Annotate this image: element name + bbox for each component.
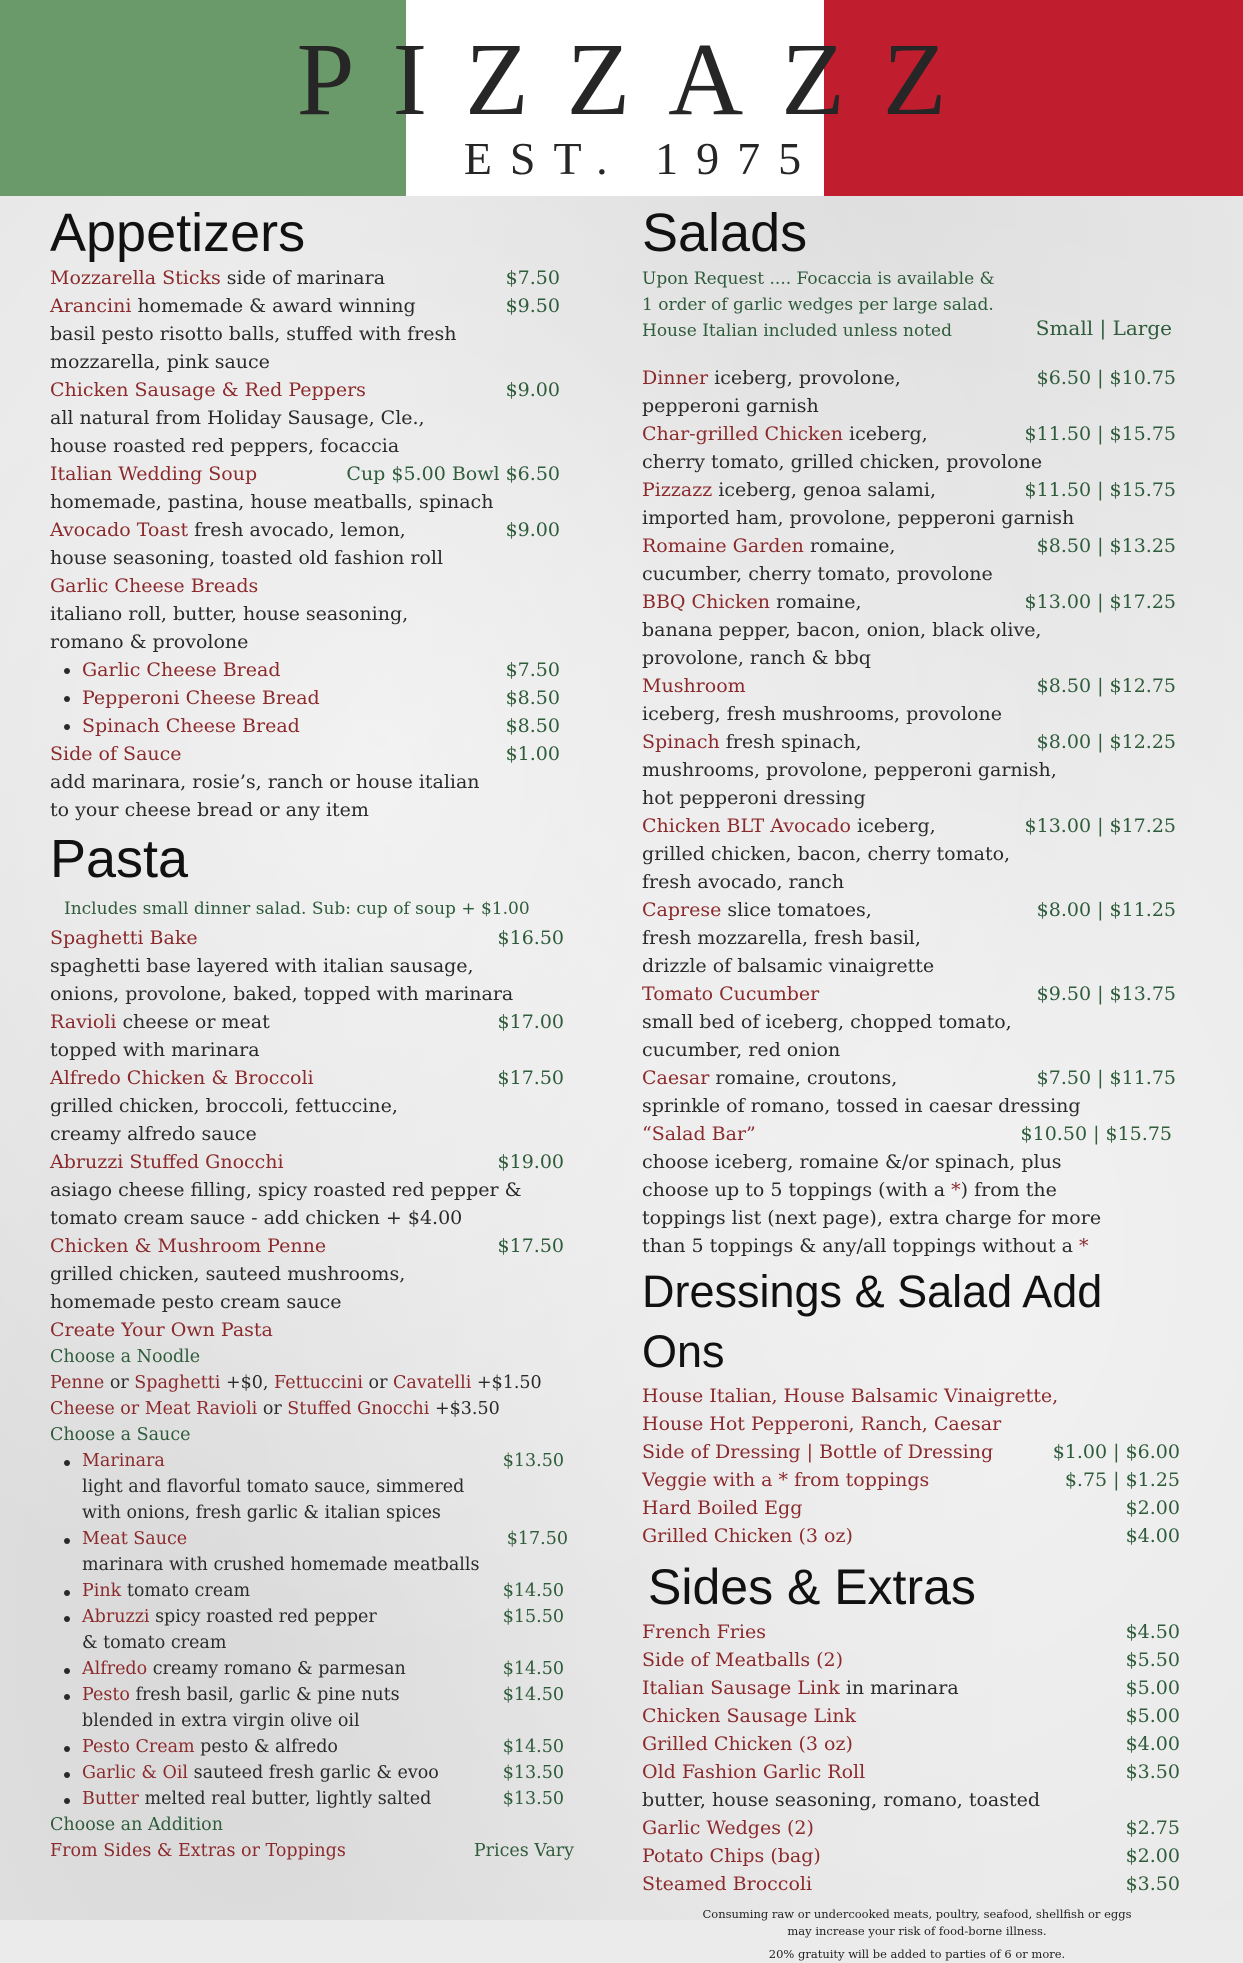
right-column (642, 200, 1192, 1963)
item-price: $14.50 (502, 1737, 564, 1757)
menu-item (642, 1466, 1192, 1494)
item-name: Spaghetti Bake (50, 927, 198, 949)
item-desc: light and flavorful tomato sauce, simmered (82, 1477, 465, 1497)
menu-item (642, 1522, 1192, 1550)
item-price: $14.50 (502, 1581, 564, 1601)
item-price: $9.00 (505, 519, 560, 541)
salads-note: House Italian included unless noted (642, 321, 952, 341)
established-year: EST. 1975 (463, 133, 820, 184)
choose-noodle-label: Choose a Noodle (50, 1347, 201, 1367)
list-item (50, 684, 570, 712)
noodle-name: Cavatelli (393, 1373, 472, 1393)
item-desc: cherry tomato, grilled chicken, provolone (642, 451, 1043, 473)
item-price: $7.50 | $11.75 (1036, 1067, 1176, 1089)
item-desc: romano & provolone (50, 631, 249, 653)
item-price: $5.00 (1125, 1677, 1180, 1699)
item-desc: basil pesto risotto balls, stuffed with fresh (50, 323, 457, 345)
item-price: $13.00 | $17.25 (1024, 591, 1176, 613)
addition-source: From Sides & Extras or Toppings (50, 1841, 346, 1861)
item-desc: iceberg, (850, 815, 936, 837)
pasta-heading: Pasta (50, 829, 189, 889)
menu-item (50, 1232, 570, 1260)
item-price: $4.50 (1125, 1621, 1180, 1643)
item-desc: hot pepperoni dressing (642, 787, 866, 809)
sauce-item (50, 1656, 570, 1682)
item-name: Chicken BLT Avocado (642, 815, 851, 837)
item-name: Side of Dressing | Bottle of Dressing (642, 1441, 994, 1463)
menu-item (50, 1008, 570, 1036)
item-desc: & tomato cream (82, 1633, 227, 1653)
menu-item (642, 588, 1192, 616)
item-name: Romaine Garden (642, 535, 804, 557)
item-name: Pepperoni Cheese Bread (82, 687, 320, 709)
addition-price: Prices Vary (473, 1841, 574, 1861)
item-desc: cucumber, red onion (642, 1039, 841, 1061)
menu-item (642, 420, 1192, 448)
item-desc: sprinkle of romano, tossed in caesar dressing (642, 1095, 1081, 1117)
item-desc: asiago cheese filling, spicy roasted red pepper & (50, 1179, 522, 1201)
menu-item (642, 1064, 1192, 1092)
item-desc: iceberg, fresh mushrooms, provolone (642, 703, 1002, 725)
item-name: Garlic Cheese Bread (82, 659, 281, 681)
item-price: Cup $5.00 Bowl $6.50 (346, 463, 560, 485)
appetizers-heading: Appetizers (50, 203, 306, 263)
item-desc: all natural from Holiday Sausage, Cle., (50, 407, 425, 429)
item-name: Garlic Cheese Breads (50, 575, 259, 597)
item-name: Ravioli (50, 1011, 117, 1033)
menu-item (50, 516, 570, 544)
item-desc: side of marinara (220, 267, 386, 289)
item-price: $5.00 (1125, 1705, 1180, 1727)
pasta-note: Includes small dinner salad. Sub: cup of soup + $1.00 (64, 899, 530, 919)
item-desc: homemade pesto cream sauce (50, 1291, 342, 1313)
item-price: $11.50 | $15.75 (1024, 423, 1176, 445)
list-item (50, 712, 570, 740)
item-name: “Salad Bar” (642, 1123, 756, 1145)
menu-item (642, 728, 1192, 756)
item-desc: fresh mozzarella, fresh basil, (642, 927, 921, 949)
item-name: BBQ Chicken (642, 591, 771, 613)
item-price: $17.50 (497, 1235, 564, 1257)
menu-item (50, 376, 570, 404)
create-pasta-title: Create Your Own Pasta (50, 1319, 273, 1341)
item-desc: creamy romano & parmesan (147, 1659, 406, 1679)
menu-item (642, 1646, 1192, 1674)
item-price: $4.00 (1125, 1733, 1180, 1755)
item-name: Alfredo Chicken & Broccoli (50, 1067, 314, 1089)
item-desc: add marinara, rosie’s, ranch or house italian (50, 771, 480, 793)
health-warning: Consuming raw or undercooked meats, poultry, seafood, shellfish or eggs (702, 1907, 1132, 1921)
item-desc: pesto & alfredo (194, 1737, 338, 1757)
item-desc: italiano roll, butter, house seasoning, (50, 603, 409, 625)
menu-item (50, 264, 570, 292)
sauce-item (50, 1760, 570, 1786)
item-price: $1.00 (505, 743, 560, 765)
item-name: Side of Meatballs (2) (642, 1649, 844, 1671)
header-banner (0, 0, 1243, 196)
health-warning: may increase your risk of food-borne illness. (787, 1924, 1047, 1938)
noodle-text: or (362, 1373, 394, 1393)
item-name: Pink (82, 1581, 122, 1601)
sides-heading: Sides & Extras (648, 1559, 976, 1615)
item-price: $14.50 (502, 1685, 564, 1705)
dressings-heading: Dressings & Salad Add Ons (642, 1266, 1103, 1377)
item-desc: homemade & award winning (131, 295, 416, 317)
item-price: $10.50 | $15.75 (1020, 1123, 1172, 1145)
item-name: Abruzzi Stuffed Gnocchi (50, 1151, 284, 1173)
item-name: Grilled Chicken (3 oz) (642, 1733, 853, 1755)
item-price: $19.00 (497, 1151, 564, 1173)
menu-item (642, 980, 1192, 1008)
item-price: $4.00 (1125, 1525, 1180, 1547)
item-price: $11.50 | $15.75 (1024, 479, 1176, 501)
item-desc: grilled chicken, bacon, cherry tomato, (642, 843, 1011, 865)
menu-item (642, 1702, 1192, 1730)
menu-item (642, 476, 1192, 504)
noodle-options (50, 1396, 570, 1422)
gratuity-note: 20% gratuity will be added to parties of 6 or more. (768, 1947, 1066, 1961)
item-name: Grilled Chicken (3 oz) (642, 1525, 853, 1547)
asterisk-mark: * (951, 1179, 961, 1201)
item-desc (642, 1176, 1192, 1204)
item-desc: homemade, pastina, house meatballs, spinach (50, 491, 494, 513)
item-name: Pesto (82, 1685, 130, 1705)
menu-item (50, 740, 570, 768)
addition-row (50, 1838, 574, 1864)
item-price: $15.50 (502, 1607, 564, 1627)
item-name: Side of Sauce (50, 743, 182, 765)
sauce-item (50, 1682, 570, 1708)
item-desc-part: ) from the (960, 1179, 1057, 1201)
salads-note: Upon Request .... Focaccia is available & (642, 269, 995, 289)
item-price: $8.50 | $12.75 (1036, 675, 1176, 697)
asterisk-mark: * (1079, 1235, 1089, 1257)
noodle-text: +$1.50 (471, 1373, 542, 1393)
salads-note-row (642, 318, 1192, 344)
item-price: $14.50 (502, 1659, 564, 1679)
item-name: Garlic Wedges (2) (642, 1817, 814, 1839)
choose-sauce-label: Choose a Sauce (50, 1425, 191, 1445)
item-price: $8.50 (505, 687, 560, 709)
noodle-name: Penne (50, 1373, 105, 1393)
item-name: Spinach Cheese Bread (82, 715, 300, 737)
item-desc: banana pepper, bacon, onion, black olive, (642, 619, 1042, 641)
item-desc: grilled chicken, broccoli, fettuccine, (50, 1095, 398, 1117)
item-desc: romaine, (770, 591, 862, 613)
menu-item (642, 1674, 1192, 1702)
item-desc: spicy roasted red pepper (149, 1607, 377, 1627)
item-desc: drizzle of balsamic vinaigrette (642, 955, 935, 977)
dressing-list: House Hot Pepperoni, Ranch, Caesar (642, 1413, 1002, 1435)
menu-item (642, 1730, 1192, 1758)
item-name: Arancini (50, 295, 132, 317)
item-name: French Fries (642, 1621, 767, 1643)
item-desc: onions, provolone, baked, topped with marinara (50, 983, 514, 1005)
choose-addition-label: Choose an Addition (50, 1815, 223, 1835)
item-desc: mozzarella, pink sauce (50, 351, 270, 373)
item-price: $9.50 | $13.75 (1036, 983, 1176, 1005)
menu-item (642, 1618, 1192, 1646)
item-price: $7.50 (505, 659, 560, 681)
item-name: Tomato Cucumber (642, 983, 820, 1005)
item-desc: romaine, croutons, (709, 1067, 898, 1089)
item-price: $17.50 (497, 1067, 564, 1089)
item-desc: iceberg, (843, 423, 928, 445)
item-price: $3.50 (1125, 1873, 1180, 1895)
menu-item (642, 364, 1192, 392)
item-desc: melted real butter, lightly salted (138, 1789, 432, 1809)
item-name: Veggie with a * from toppings (642, 1469, 930, 1491)
item-desc: cucumber, cherry tomato, provolone (642, 563, 993, 585)
item-name: Chicken & Mushroom Penne (50, 1235, 327, 1257)
item-name: Pizzazz (642, 479, 713, 501)
menu-item (642, 1494, 1192, 1522)
item-desc: blended in extra virgin olive oil (82, 1711, 360, 1731)
menu-item (642, 672, 1192, 700)
item-desc: slice tomatoes, (721, 899, 872, 921)
item-name: Meat Sauce (82, 1529, 188, 1549)
item-desc: romaine, (803, 535, 896, 557)
item-price: $13.00 | $17.25 (1024, 815, 1176, 837)
item-price: $13.50 (502, 1763, 564, 1783)
item-desc: pepperoni garnish (642, 395, 819, 417)
noodle-text: or (104, 1373, 135, 1393)
item-desc: fresh spinach, (719, 731, 862, 753)
item-desc: to your cheese bread or any item (50, 799, 369, 821)
item-desc: cheese or meat (116, 1011, 270, 1033)
sauce-item (50, 1786, 570, 1812)
item-desc: choose iceberg, romaine &/or spinach, plus (642, 1151, 1062, 1173)
item-price: $8.50 | $13.25 (1036, 535, 1176, 557)
noodle-options (50, 1370, 570, 1396)
item-price: $9.00 (505, 379, 560, 401)
item-name: Steamed Broccoli (642, 1873, 813, 1895)
item-desc: iceberg, genoa salami, (712, 479, 937, 501)
item-price: $17.00 (497, 1011, 564, 1033)
item-desc: grilled chicken, sauteed mushrooms, (50, 1263, 406, 1285)
menu-item (642, 1438, 1192, 1466)
item-name: Mushroom (642, 675, 746, 697)
size-columns-label: Small | Large (1035, 316, 1172, 340)
sauce-item (50, 1734, 570, 1760)
item-desc: spaghetti base layered with italian sausage, (50, 955, 474, 977)
item-price: $1.00 | $6.00 (1052, 1441, 1180, 1463)
salads-heading: Salads (642, 203, 808, 263)
item-name: Italian Wedding Soup (50, 463, 258, 485)
menu-item (642, 1814, 1192, 1842)
item-name: Garlic & Oil (82, 1763, 189, 1783)
item-desc: butter, house seasoning, romano, toasted (642, 1789, 1041, 1811)
item-name: Dinner (642, 367, 709, 389)
sauce-item (50, 1448, 570, 1474)
noodle-text: +$3.50 (429, 1399, 500, 1419)
item-desc: in marinara (839, 1677, 959, 1699)
item-price: $13.50 (502, 1451, 564, 1471)
item-desc: fresh basil, garlic & pine nuts (129, 1685, 400, 1705)
item-name: Avocado Toast (50, 519, 189, 541)
item-name: Pesto Cream (82, 1737, 195, 1757)
item-desc: house roasted red peppers, focaccia (50, 435, 400, 457)
item-name: Spinach (642, 731, 720, 753)
item-desc (642, 1232, 1192, 1260)
menu-item (50, 292, 570, 320)
item-price: $9.50 (505, 295, 560, 317)
item-name: Char-grilled Chicken (642, 423, 844, 445)
menu-item (50, 572, 570, 600)
list-item (50, 656, 570, 684)
item-desc: small bed of iceberg, chopped tomato, (642, 1011, 1012, 1033)
item-desc: provolone, ranch & bbq (642, 647, 871, 669)
noodle-text: or (257, 1399, 288, 1419)
item-name: Butter (82, 1789, 139, 1809)
sauce-item (50, 1526, 570, 1552)
item-price: $.75 | $1.25 (1064, 1469, 1180, 1491)
item-name: Chicken Sausage Link (642, 1705, 857, 1727)
menu-item (642, 532, 1192, 560)
item-name: Caesar (642, 1067, 710, 1089)
menu-item (50, 1148, 570, 1176)
item-price: $16.50 (497, 927, 564, 949)
noodle-name: Spaghetti (134, 1373, 221, 1393)
menu-item (50, 924, 570, 952)
item-desc: house seasoning, toasted old fashion roll (50, 547, 444, 569)
item-desc: topped with marinara (50, 1039, 260, 1061)
item-desc-part: choose up to 5 toppings (with a (642, 1179, 952, 1201)
item-desc: mushrooms, provolone, pepperoni garnish, (642, 759, 1057, 781)
menu-item (50, 460, 570, 488)
item-name: Abruzzi (82, 1607, 150, 1627)
item-desc: tomato cream (121, 1581, 251, 1601)
item-desc: with onions, fresh garlic & italian spices (82, 1503, 441, 1523)
item-desc: marinara with crushed homemade meatballs (82, 1555, 480, 1575)
noodle-name: Fettuccini (274, 1373, 363, 1393)
noodle-name: Stuffed Gnocchi (287, 1399, 430, 1419)
left-column (50, 200, 574, 1864)
menu-item (642, 1842, 1192, 1870)
item-desc: toppings list (next page), extra charge for more (642, 1207, 1102, 1229)
menu-item (642, 1758, 1192, 1786)
menu-item (642, 1120, 1192, 1148)
salads-note: 1 order of garlic wedges per large salad. (642, 295, 994, 315)
menu-item (642, 1870, 1192, 1898)
sauce-item (50, 1604, 570, 1630)
item-price: $8.00 | $12.25 (1036, 731, 1176, 753)
item-desc: imported ham, provolone, pepperoni garnish (642, 507, 1075, 529)
noodle-text: +$0, (220, 1373, 275, 1393)
item-name: Marinara (82, 1451, 165, 1471)
item-name: Potato Chips (bag) (642, 1845, 821, 1867)
item-desc: tomato cream sauce - add chicken + $4.00 (50, 1207, 463, 1229)
item-desc: iceberg, provolone, (708, 367, 901, 389)
item-price: $8.50 (505, 715, 560, 737)
item-price: $2.00 (1125, 1497, 1180, 1519)
sauce-item (50, 1578, 570, 1604)
item-desc-part: than 5 toppings & any/all toppings without a (642, 1235, 1080, 1257)
menu-item (642, 812, 1192, 840)
item-price: $3.50 (1125, 1761, 1180, 1783)
item-price: $13.50 (502, 1789, 564, 1809)
dressing-list: House Italian, House Balsamic Vinaigrette, (642, 1385, 1059, 1407)
item-name: Chicken Sausage & Red Peppers (50, 379, 366, 401)
item-price: $8.00 | $11.25 (1036, 899, 1176, 921)
item-price: $2.75 (1125, 1817, 1180, 1839)
item-name: Mozzarella Sticks (50, 267, 221, 289)
item-desc: sauteed fresh garlic & evoo (188, 1763, 439, 1783)
item-desc: creamy alfredo sauce (50, 1123, 257, 1145)
item-price: $17.50 (506, 1529, 568, 1549)
item-name: Old Fashion Garlic Roll (642, 1761, 866, 1783)
item-name: Caprese (642, 899, 722, 921)
item-price: $5.50 (1125, 1649, 1180, 1671)
menu-item (642, 896, 1192, 924)
item-price: $7.50 (505, 267, 560, 289)
noodle-name: Cheese or Meat Ravioli (50, 1399, 258, 1419)
menu-item (50, 1064, 570, 1092)
item-name: Italian Sausage Link (642, 1677, 840, 1699)
item-name: Hard Boiled Egg (642, 1497, 803, 1519)
restaurant-name: PIZZAZZ (296, 22, 985, 137)
item-price: $2.00 (1125, 1845, 1180, 1867)
item-price: $6.50 | $10.75 (1036, 367, 1176, 389)
item-name: Alfredo (82, 1659, 148, 1679)
item-desc: fresh avocado, lemon, (188, 519, 406, 541)
item-desc: fresh avocado, ranch (642, 871, 845, 893)
